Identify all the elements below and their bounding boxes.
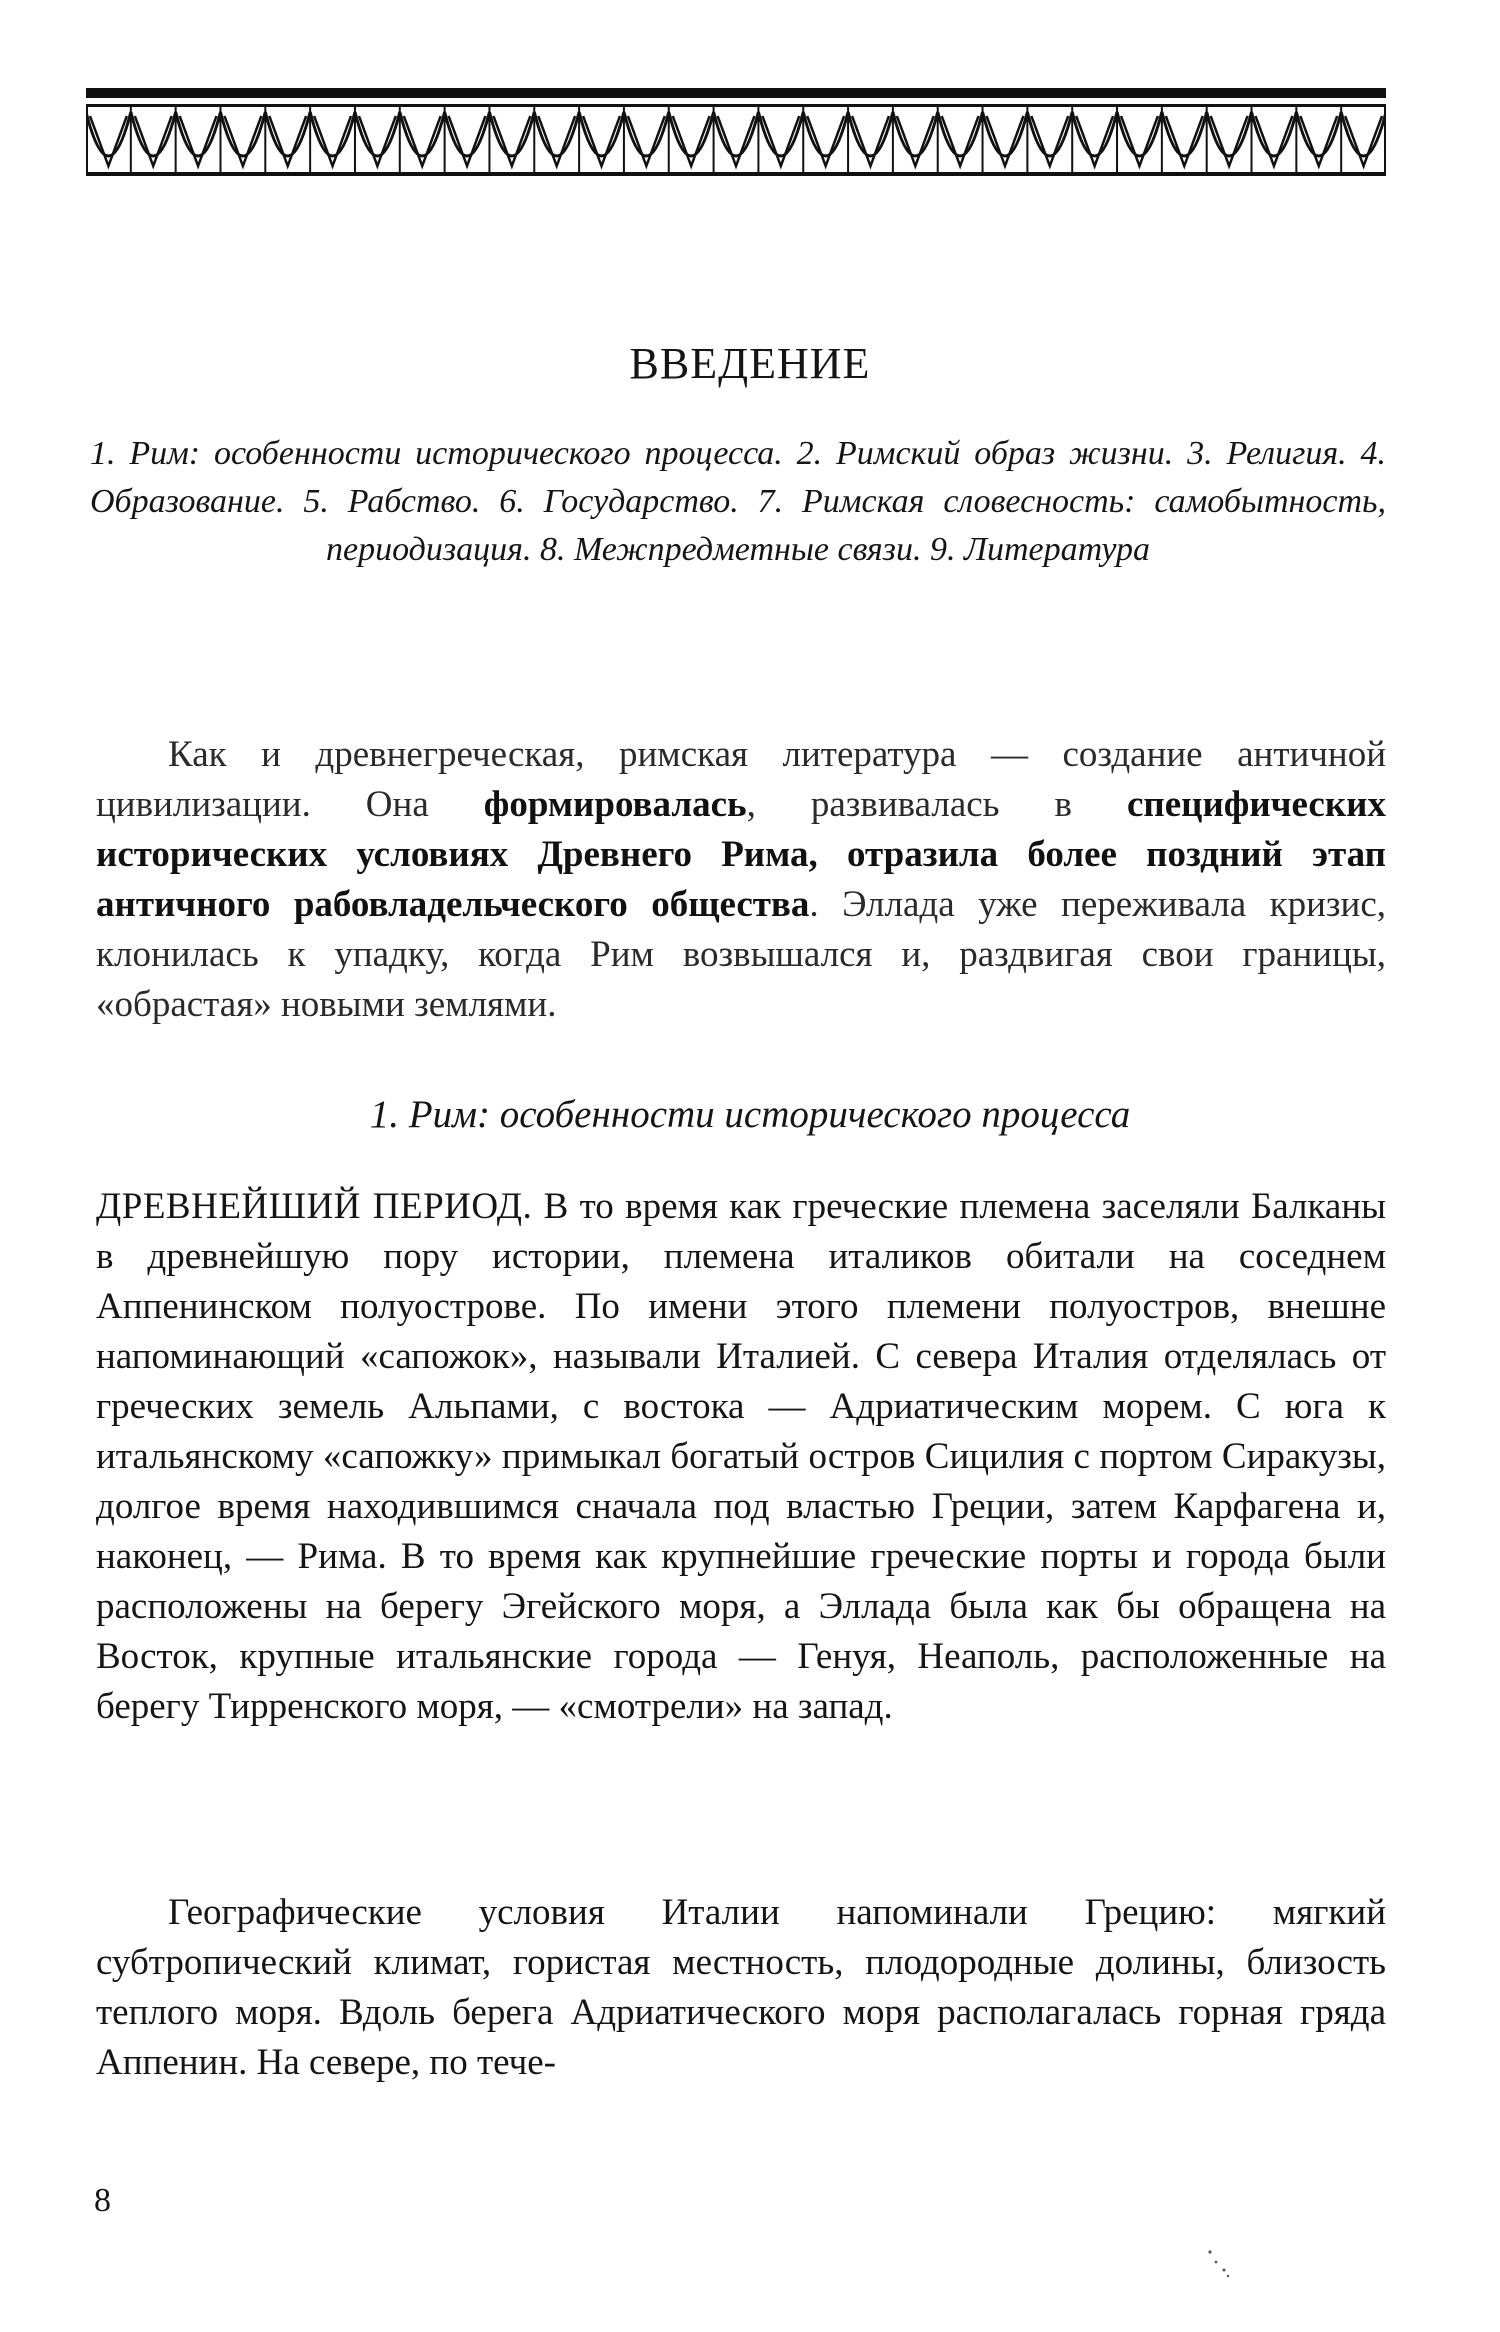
- section-heading: 1. Рим: особенности исторического процесса: [369, 1093, 1131, 1136]
- ornament-arch: [1296, 112, 1341, 156]
- body-paragraph-2: Географические условия Италии напоминали Грецию: мягкий субтропический климат, гористая местность, плодородные долины, близость теплого моря. Вдоль берега Адриатического моря располагалась горная гряда Аппенин. На севере, по тече-: [96, 1892, 1386, 2083]
- ornament-arch: [265, 112, 310, 156]
- intro-text-3: . Эллада уже переживала кризис, клонилась к упадку, когда Рим возвышался и, раздвигая свои границы, «обрастая» новыми землями.: [96, 884, 1386, 1025]
- ornament-arch: [220, 112, 265, 156]
- ornament-thin-bar: [86, 104, 1386, 107]
- chapter-summary: 1. Рим: особенности исторического процесса. 2. Римский образ жизни. 3. Религия. 4. Образование. 5. Рабство. 6. Государство. 7. Римская словесность: самобытность, периодизация. 8. Межпредметные связи. 9. Литература: [90, 435, 1386, 568]
- ornament-arch: [803, 112, 848, 156]
- ornament-arch: [669, 112, 714, 156]
- ornament-arch: [489, 112, 534, 156]
- ornament-arch: [983, 112, 1028, 156]
- chapter-title: ВВЕДЕНИЕ: [629, 339, 871, 388]
- speck: [1215, 2261, 1218, 2264]
- ornament-arch: [1252, 112, 1297, 156]
- intro-paragraph: [96, 730, 1386, 1030]
- ornament-arch: [86, 112, 131, 156]
- scan-specks: [1200, 2240, 1260, 2300]
- ornament-arch: [534, 112, 579, 156]
- ornament-arch: [1072, 112, 1117, 156]
- ornament-graphic: [86, 88, 1386, 184]
- speck: [1227, 2275, 1229, 2277]
- ornament-arch: [714, 112, 759, 156]
- ornament-arch: [1117, 112, 1162, 156]
- intro-text-2: , развивалась в: [746, 784, 1127, 825]
- intro-bold-1: формировалась: [483, 784, 747, 825]
- ornament-arch: [848, 112, 893, 156]
- ornament-arch: [1027, 112, 1072, 156]
- speck: [1223, 2269, 1226, 2272]
- page-number: 8: [94, 2182, 111, 2219]
- ornament-arch: [1341, 112, 1386, 156]
- ornament-arch: [893, 112, 938, 156]
- ornament-arch: [758, 112, 803, 156]
- ornamental-border: [86, 88, 1386, 184]
- period-lead: ДРЕВНЕЙШИЙ ПЕРИОД.: [96, 1186, 533, 1227]
- ornament-arch: [400, 112, 445, 156]
- ornament-top-bar: [86, 88, 1386, 98]
- ornament-arch: [1162, 112, 1207, 156]
- body-paragraph-1: [96, 1182, 1386, 1732]
- ornament-arches: [86, 107, 1386, 174]
- intro-bold-2: специфических исторических условиях Древнего Рима, отразила более поздний этап античного рабовладельческого общества: [96, 784, 1386, 925]
- ornament-arch: [310, 112, 355, 156]
- intro-text-1: Как и древнегреческая, римская литература — создание античной цивилизации. Она: [96, 734, 1386, 825]
- ornament-arch: [445, 112, 490, 156]
- ornament-arch: [579, 112, 624, 156]
- paragraph-1-text: В то время как греческие племена заселяли Балканы в древнейшую пору истории, племена италиков обитали на соседнем Аппенинском полуострове. По имени этого племени полуостров, внешне напоминающий «сапожок», называли Италией. С севера Италия отделялась от греческих земель Альпами, с востока — Адриатическим морем. С юга к итальянскому «сапожку» примыкал богатый остров Сицилия с портом Сиракузы, долгое время находившимся сначала под властью Греции, затем Карфагена и, наконец, — Рима. В то время как крупнейшие греческие порты и города были расположены на берегу Эгейского моря, а Эллада была как бы обращена на Восток, крупные итальянские города — Генуя, Неаполь, расположенные на берегу Тирренского моря, — «смотрели» на запад.: [96, 1186, 1386, 1727]
- ornament-arch: [938, 112, 983, 156]
- ornament-arch: [624, 112, 669, 156]
- ornament-arch: [131, 112, 176, 156]
- ornament-arch: [1207, 112, 1252, 156]
- ornament-arch: [176, 112, 221, 156]
- ornament-arch: [355, 112, 400, 156]
- speck: [1208, 2250, 1211, 2253]
